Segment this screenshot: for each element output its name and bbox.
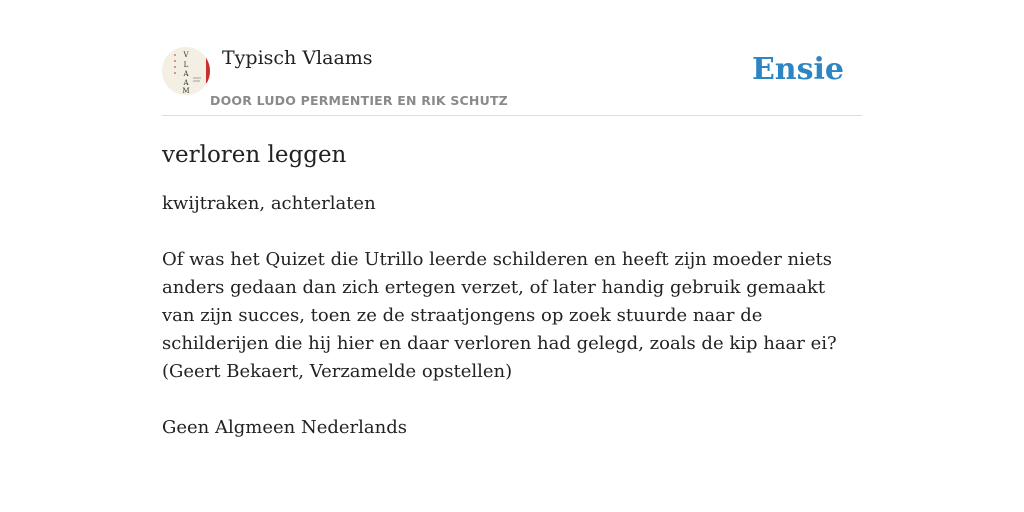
entry-content	[162, 138, 862, 442]
entry-definition: kwijtraken, achterlaten	[162, 193, 376, 214]
svg-text:A: A	[183, 70, 189, 78]
entry-term: verloren leggen	[162, 142, 347, 168]
quote-source: (Geert Bekaert, Verzamelde opstellen)	[162, 361, 513, 382]
dictionary-title[interactable]: Typisch Vlaams	[222, 47, 373, 69]
language-note: Geen Algmeen Nederlands	[162, 417, 407, 438]
ensie-brand-logo[interactable]: Ensie	[751, 52, 844, 87]
dictionary-authors: DOOR LUDO PERMENTIER EN RIK SCHUTZ	[210, 93, 508, 108]
svg-text:A: A	[183, 79, 189, 87]
svg-text:L: L	[183, 61, 189, 69]
svg-text:V: V	[183, 51, 189, 59]
dictionary-header	[162, 40, 862, 116]
example-quote: Of was het Quizet die Utrillo leerde schilderen en heeft zijn moeder niets anders gedaan dan zich ertegen verzet, of later handig gebruik gemaakt van zijn succes, toen ze de straatjongens op zoek stuurde naar de schilderijen die hij hier en daar verloren had gelegd, zoals de kip haar ei?	[162, 249, 837, 354]
svg-text:M: M	[182, 87, 190, 95]
book-cover-logo-icon[interactable]	[162, 47, 210, 95]
